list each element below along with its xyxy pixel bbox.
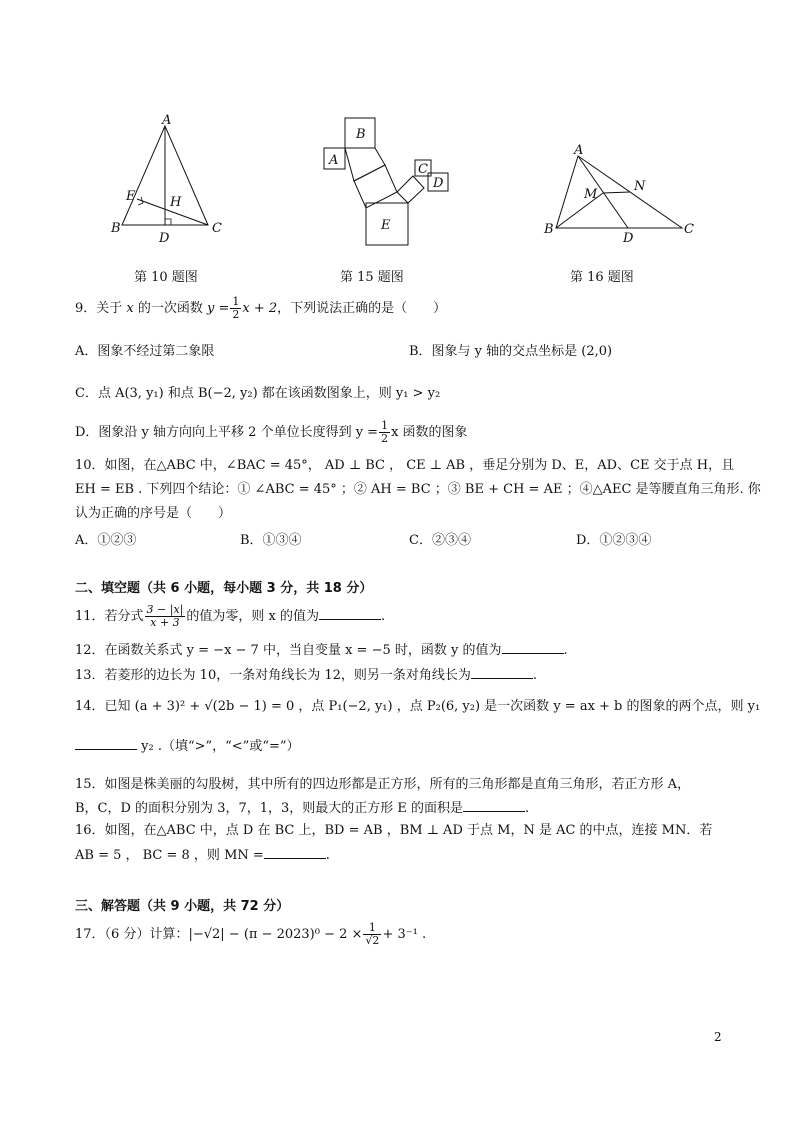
page-number: 2 <box>714 1030 722 1044</box>
q10-option-d: D．①②③④ <box>576 533 652 548</box>
q9-option-a: A．图象不经过第二象限 <box>75 344 215 359</box>
caption-fig10: 第 10 题图 <box>134 270 198 285</box>
fig10-label-d: D <box>159 231 170 246</box>
q10-line-1: 10．如图，在△ABC 中，∠BAC = 45°， AD ⊥ BC ， CE ⊥ AB ，垂足分别为 D、E，AD、CE 交于点 H，且 <box>75 458 735 473</box>
fig16-label-a: A <box>574 143 584 158</box>
q10-option-c: C．②③④ <box>409 533 471 548</box>
fig15-label-b: B <box>356 127 366 142</box>
fig16-label-n: N <box>634 179 646 194</box>
q9-option-d: D．图象沿 y 轴方向向上平移 2 个单位长度得到 y = $\frac{1}{2}$ x 函数的图象 <box>75 419 468 445</box>
section-3-heading: 三、解答题（共 9 小题，共 72 分） <box>75 899 290 914</box>
fig15-label-d: D <box>433 176 444 191</box>
fig16-label-c: C <box>684 222 694 237</box>
q16-line-1: 16．如图，在△ABC 中，点 D 在 BC 上，BD = AB ，BM ⊥ AD 于点 M，N 是 AC 的中点，连接 MN．若 <box>75 823 713 838</box>
fig16-label-m: M <box>584 187 598 202</box>
fig16-label-d: D <box>623 231 634 246</box>
fig10-label-c: C <box>212 221 222 236</box>
q12: 12．在函数关系式 y = −x − 7 中，当自变量 x = −5 时，函数 y 的值为 . <box>75 643 568 658</box>
q11: 11．若分式 $\frac{3 - |x|}{x + 3}$ 的值为零，则 x 的值为 . <box>75 603 386 629</box>
fig15-label-e: E <box>381 218 391 233</box>
q10-option-a: A．①②③ <box>75 533 137 548</box>
q13-answer-blank[interactable] <box>471 666 533 679</box>
q16-line-2: AB = 5 ， BC = 8 ，则 MN = . <box>75 848 330 863</box>
q9-stem: 9．关于 x 的一次函数 y = $\frac{1}{2}$ x + 2，下列说法正确的是（ ） <box>75 295 447 321</box>
q9-option-c: C．点 A(3, y₁) 和点 B(−2, y₂) 都在该函数图象上，则 y₁ > y₂ <box>75 386 441 401</box>
figure-10 <box>108 112 228 247</box>
q15-line-2: B，C，D 的面积分别为 3，7，1，3，则最大的正方形 E 的面积是 . <box>75 801 530 816</box>
fig10-label-e: E <box>126 189 136 204</box>
figure-15 <box>318 112 458 252</box>
figure-16 <box>540 138 700 248</box>
q10-line-2: EH = EB . 下列四个结论：① ∠ABC = 45° ；② AH = BC ；③ BE + CH = AE ；④△AEC 是等腰直角三角形. 你 <box>75 482 761 497</box>
fig15-label-a: A <box>329 153 339 168</box>
q14-line-1: 14．已知 (a + 3)² + √(2b − 1) = 0 ，点 P₁(−2, y₁) ，点 P₂(6, y₂) 是一次函数 y = ax + b 的图象的两个点，则 y₁ <box>75 699 761 714</box>
q15-line-1: 15．如图是株美丽的勾股树，其中所有的四边形都是正方形，所有的三角形都是直角三角形，若正方形 A， <box>75 777 691 792</box>
q16-answer-blank[interactable] <box>264 846 326 859</box>
q11-answer-blank[interactable] <box>319 607 381 620</box>
q10-line-3: 认为正确的序号是（ ） <box>75 506 232 521</box>
caption-fig15: 第 15 题图 <box>340 270 404 285</box>
q10-option-b: B．①③④ <box>240 533 302 548</box>
fig10-label-b: B <box>111 221 121 236</box>
caption-fig16: 第 16 题图 <box>570 270 634 285</box>
section-2-heading: 二、填空题（共 6 小题，每小题 3 分，共 18 分） <box>75 581 373 596</box>
fig15-label-c: C <box>418 162 428 177</box>
fig10-label-h: H <box>170 195 182 210</box>
q14-line-2: y₂ .（填“>”，“<”或“=”） <box>75 737 300 756</box>
q9-option-b: B．图象与 y 轴的交点坐标是 (2,0) <box>409 344 613 359</box>
fig10-label-a: A <box>162 113 172 128</box>
q15-answer-blank[interactable] <box>463 799 525 812</box>
q12-answer-blank[interactable] <box>502 641 564 654</box>
q14-answer-blank[interactable] <box>75 737 137 750</box>
q17: 17．（6 分）计算：|−√2| − (π − 2023)⁰ − 2 × $\frac{1}{√2}$ + 3⁻¹ . <box>75 921 427 947</box>
q13: 13．若菱形的边长为 10，一条对角线长为 12，则另一条对角线长为 . <box>75 668 538 683</box>
fig16-label-b: B <box>544 222 554 237</box>
